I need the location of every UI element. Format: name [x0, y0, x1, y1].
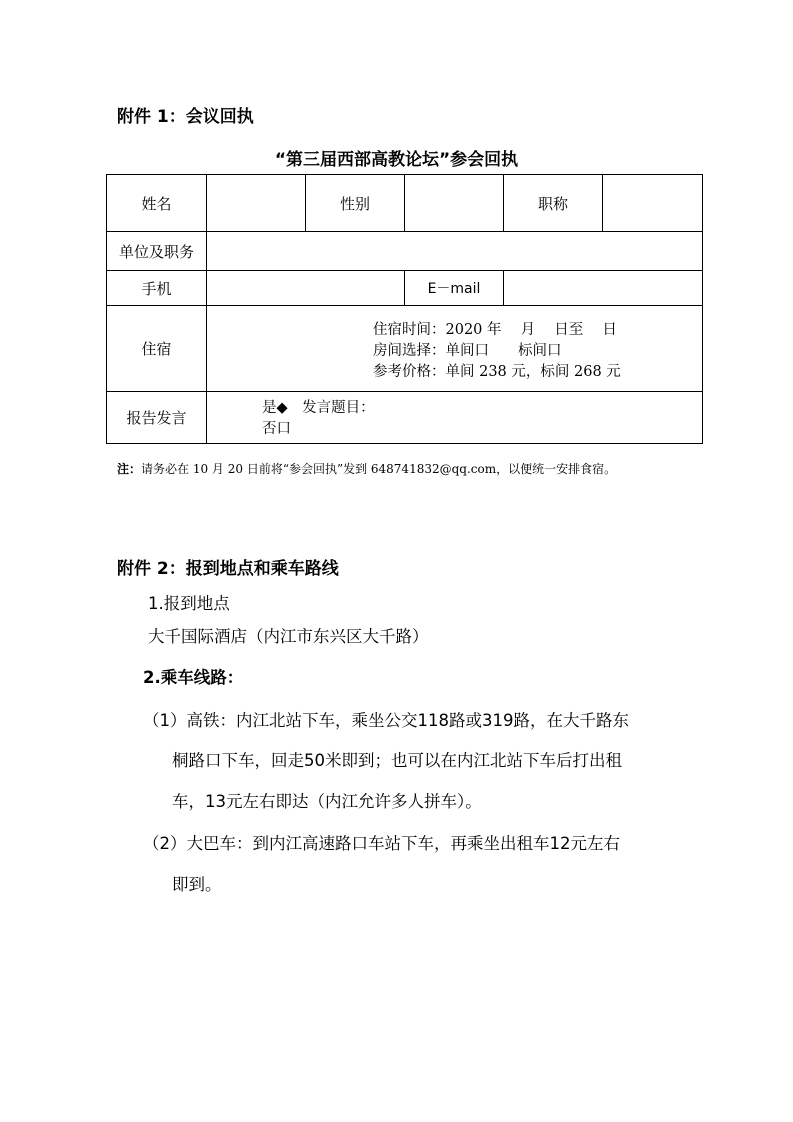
route2-line2: 即到。 — [172, 875, 222, 894]
job-title-field[interactable] — [603, 175, 703, 232]
report-yes-option[interactable]: 是◆ 发言题目： — [262, 399, 375, 416]
lodging-time-line: 住宿时间：2020 年 月 日至 日 — [373, 322, 617, 338]
form-row-report — [107, 392, 703, 444]
name-label: 姓名 — [107, 175, 207, 232]
report-label: 报告发言 — [107, 392, 207, 444]
lodging-label: 住宿 — [107, 306, 207, 392]
form-row-unit — [107, 232, 703, 271]
gender-label: 性别 — [306, 175, 405, 232]
route2-line1: （2）大巴车：到内江高速路口车站下车，再乘坐出租车12元左右 — [143, 834, 620, 853]
form-row-lodging — [107, 306, 703, 392]
form-title: “第三届西部高教论坛”参会回执 — [274, 150, 519, 170]
unit-field[interactable] — [207, 232, 703, 271]
note-prefix: 注： — [117, 462, 142, 476]
registration-form-table — [106, 174, 703, 444]
note-text: 请务必在 10 月 20 日前将“参会回执”发到 648741832@qq.com，以便统一安排食宿。 — [141, 462, 617, 476]
attachment1-heading: 附件 1：会议回执 — [117, 107, 254, 127]
email-field[interactable] — [504, 271, 703, 306]
report-field[interactable] — [207, 392, 703, 444]
section2-title: 2.乘车线路： — [143, 668, 244, 687]
attachment2-heading: 附件 2：报到地点和乘车路线 — [117, 559, 339, 579]
unit-label: 单位及职务 — [107, 232, 207, 271]
phone-field[interactable] — [207, 271, 405, 306]
room-choice-line: 房间选择：单间口 标间口 — [373, 343, 562, 359]
form-row-name — [107, 175, 703, 232]
route1-line1: （1）高铁：内江北站下车，乘坐公交118路或319路，在大千路东 — [143, 711, 629, 730]
phone-label: 手机 — [107, 271, 207, 306]
name-field[interactable] — [207, 175, 306, 232]
lodging-field[interactable] — [207, 306, 703, 392]
route1-line3: 车，13元左右即达（内江允许多人拼车）。 — [172, 792, 482, 811]
gender-field[interactable] — [405, 175, 504, 232]
route1-line2: 桐路口下车，回走50米即到；也可以在内江北站下车后打出租 — [172, 751, 622, 770]
email-label: E－mail — [405, 271, 504, 306]
price-line: 参考价格：单间 238 元，标间 268 元 — [373, 364, 621, 380]
location-text: 大千国际酒店（内江市东兴区大千路） — [148, 627, 429, 646]
form-row-phone — [107, 271, 703, 306]
note — [117, 460, 616, 477]
job-title-label: 职称 — [504, 175, 603, 232]
report-no-option[interactable]: 否口 — [262, 420, 291, 437]
section1-title: 1.报到地点 — [148, 594, 230, 613]
